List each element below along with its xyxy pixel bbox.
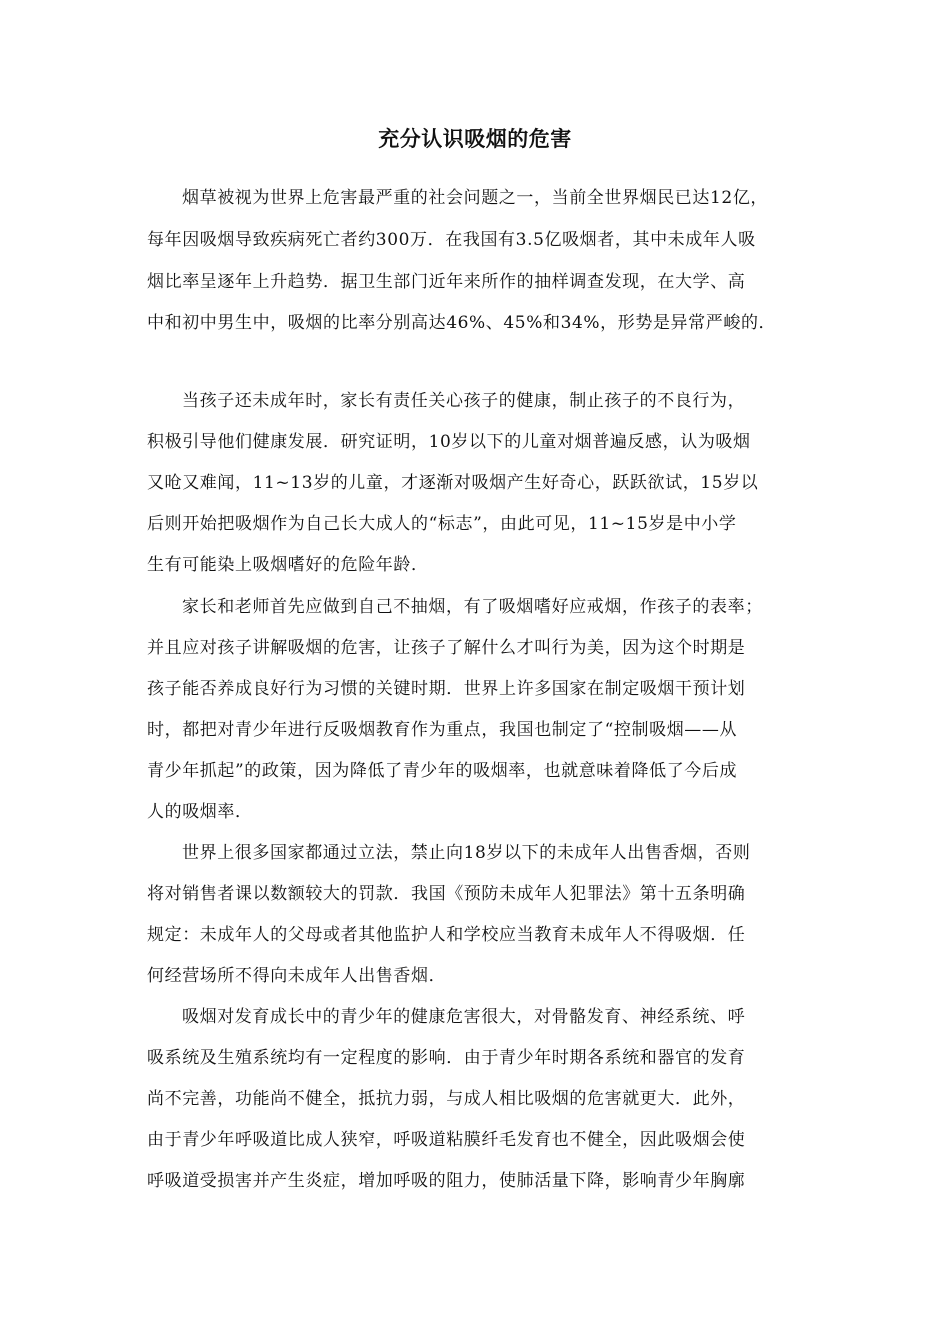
paragraph-5-line-3: 尚不完善，功能尚不健全，抵抗力弱，与成人相比吸烟的危害就更大．此外， xyxy=(147,1089,746,1109)
paragraph-3-line-4: 时，都把对青少年进行反吸烟教育作为重点，我国也制定了“控制吸烟——从 xyxy=(147,720,738,740)
paragraph-3-line-5: 青少年抓起”的政策，因为降低了青少年的吸烟率，也就意味着降低了今后成 xyxy=(147,761,738,781)
paragraph-3-line-1: 家长和老师首先应做到自己不抽烟，有了吸烟嗜好应戒烟，作孩子的表率； xyxy=(182,597,763,617)
paragraph-5-line-2: 吸系统及生殖系统均有一定程度的影响．由于青少年时期各系统和器官的发育 xyxy=(147,1048,746,1068)
paragraph-1-line-3: 烟比率呈逐年上升趋势．据卫生部门近年来所作的抽样调查发现，在大学、高 xyxy=(147,272,746,292)
paragraph-5-line-5: 呼吸道受损害并产生炎症，增加呼吸的阻力，使肺活量下降，影响青少年胸廓 xyxy=(147,1171,746,1191)
paragraph-2-line-1: 当孩子还未成年时，家长有责任关心孩子的健康，制止孩子的不良行为， xyxy=(182,391,746,411)
paragraph-3-line-3: 孩子能否养成良好行为习惯的关键时期．世界上许多国家在制定吸烟干预计划 xyxy=(147,679,746,699)
paragraph-5-line-1: 吸烟对发育成长中的青少年的健康危害很大，对骨骼发育、神经系统、呼 xyxy=(182,1007,746,1027)
paragraph-5-line-4: 由于青少年呼吸道比成人狭窄，呼吸道粘膜纤毛发育也不健全，因此吸烟会使 xyxy=(147,1130,746,1150)
paragraph-1-line-1: 烟草被视为世界上危害最严重的社会问题之一，当前全世界烟民已达12亿， xyxy=(182,188,769,208)
document-title: 充分认识吸烟的危害 xyxy=(378,126,572,151)
paragraph-2-line-2: 积极引导他们健康发展．研究证明，10岁以下的儿童对烟普遍反感，认为吸烟 xyxy=(147,432,751,452)
paragraph-4-line-4: 何经营场所不得向未成年人出售香烟． xyxy=(147,966,447,986)
paragraph-4-line-1: 世界上很多国家都通过立法，禁止向18岁以下的未成年人出售香烟，否则 xyxy=(182,843,751,863)
paragraph-2-line-3: 又呛又难闻，11~13岁的儿童，才逐渐对吸烟产生好奇心，跃跃欲试，15岁以 xyxy=(147,473,759,493)
paragraph-4-line-3: 规定：未成年人的父母或者其他监护人和学校应当教育未成年人不得吸烟．任 xyxy=(147,925,746,945)
paragraph-1-line-4: 中和初中男生中，吸烟的比率分别高达46%、45%和34%，形势是异常严峻的． xyxy=(147,313,777,333)
paragraph-4-line-2: 将对销售者课以数额较大的罚款．我国《预防未成年人犯罪法》第十五条明确 xyxy=(147,884,746,904)
paragraph-2-line-5: 生有可能染上吸烟嗜好的危险年龄． xyxy=(147,555,429,575)
paragraph-2-line-4: 后则开始把吸烟作为自己长大成人的“标志”，由此可见，11~15岁是中小学 xyxy=(147,514,737,534)
paragraph-3-line-2: 并且应对孩子讲解吸烟的危害，让孩子了解什么才叫行为美，因为这个时期是 xyxy=(147,638,746,658)
paragraph-3-line-6: 人的吸烟率． xyxy=(147,802,253,822)
paragraph-1-line-2: 每年因吸烟导致疾病死亡者约300万．在我国有3.5亿吸烟者，其中未成年人吸 xyxy=(147,230,756,250)
